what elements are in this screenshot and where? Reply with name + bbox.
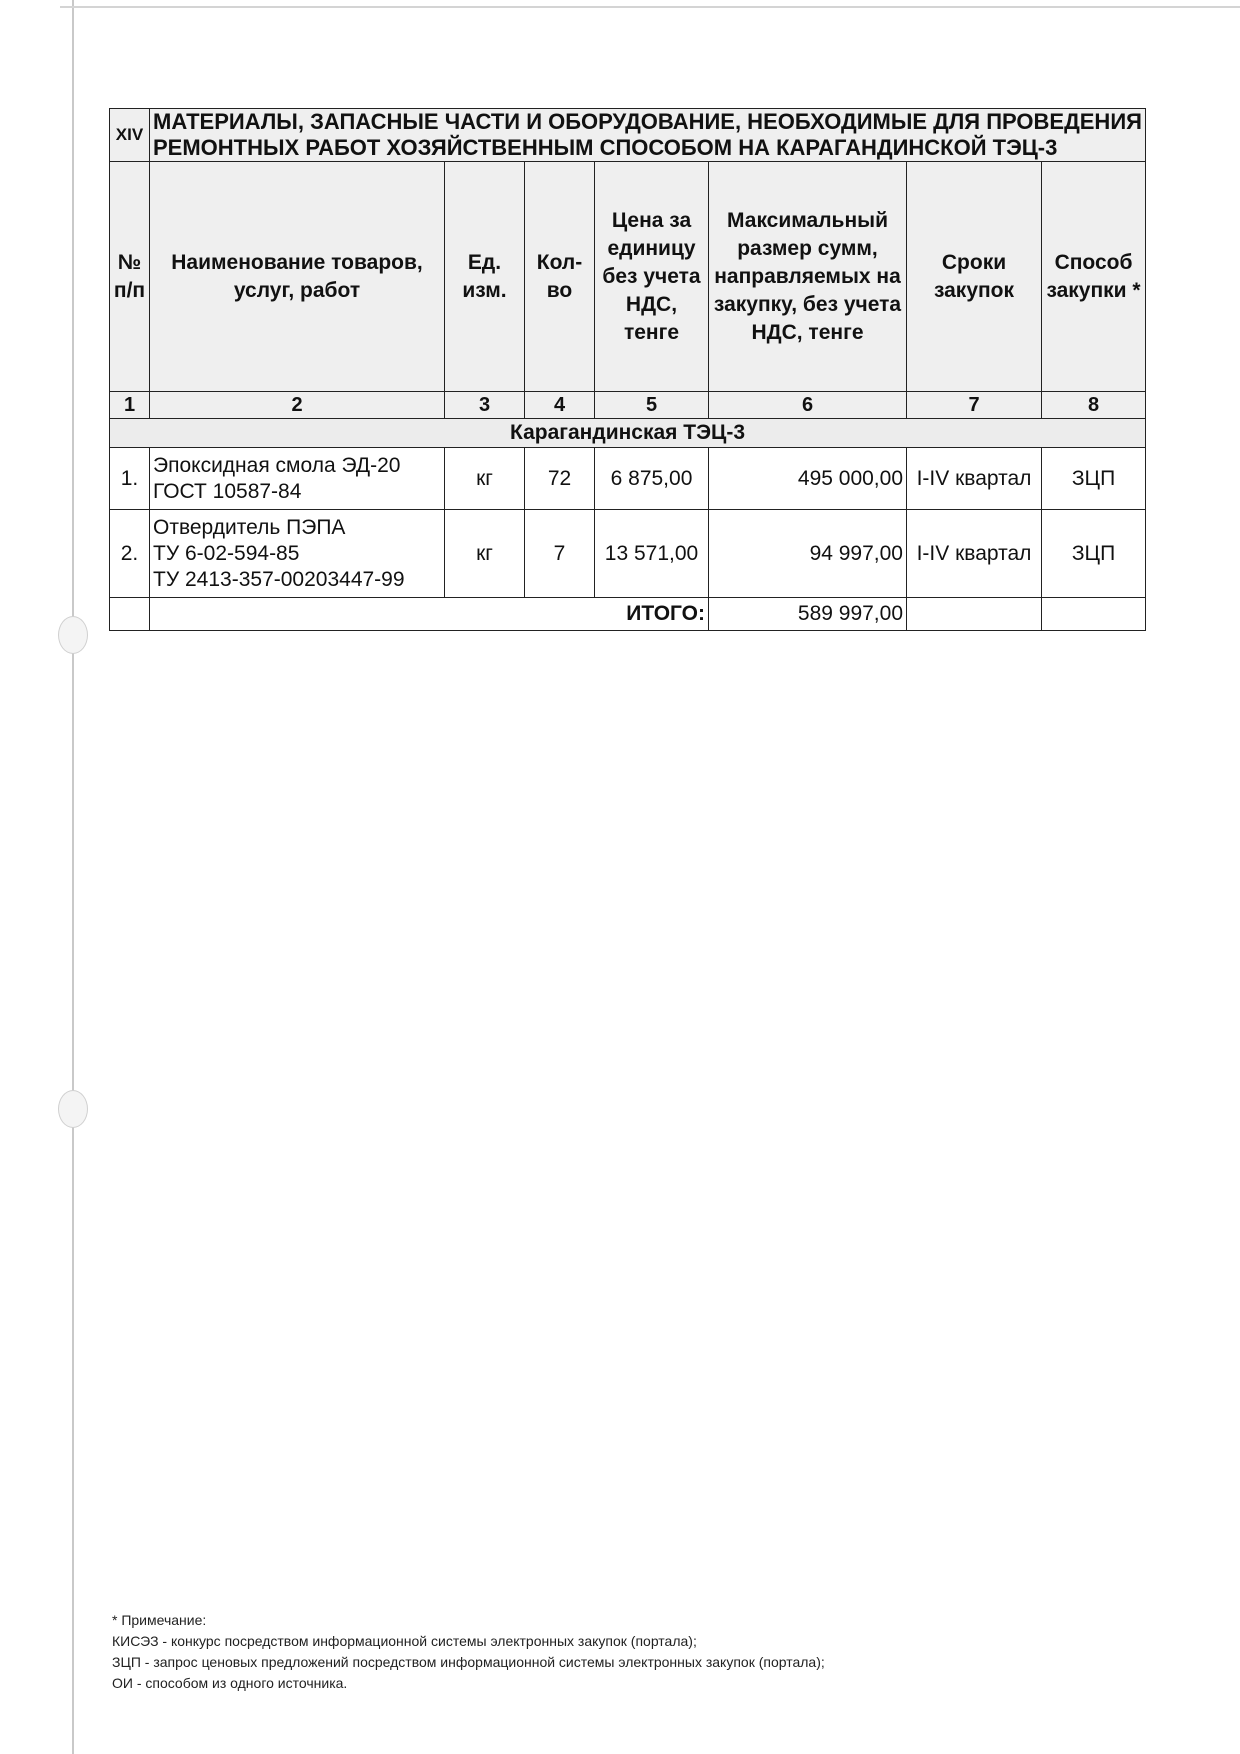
- empty-cell: [1042, 598, 1146, 631]
- group-title: Карагандинская ТЭЦ-3: [110, 419, 1146, 448]
- empty-cell: [110, 598, 150, 631]
- item-unit: кг: [445, 510, 525, 598]
- group-row: [110, 419, 1146, 448]
- section-number: XIV: [110, 109, 150, 162]
- footnote: [112, 1610, 825, 1694]
- total-amount: 589 997,00: [709, 598, 907, 631]
- item-period: I-IV квартал: [907, 510, 1042, 598]
- section-header-row: [110, 109, 1146, 162]
- item-unit: кг: [445, 448, 525, 510]
- item-qty: 7: [525, 510, 595, 598]
- punch-hole: [58, 616, 88, 654]
- item-name-line: Эпоксидная смола ЭД-20: [153, 453, 401, 477]
- table-row: [110, 510, 1146, 598]
- header-number: № п/п: [110, 162, 150, 392]
- item-name-line: ГОСТ 10587-84: [153, 479, 302, 503]
- header-period: Сроки закупок: [907, 162, 1042, 392]
- item-amount: 94 997,00: [709, 510, 907, 598]
- column-number: 6: [709, 392, 907, 419]
- column-number: 1: [110, 392, 150, 419]
- item-period: I-IV квартал: [907, 448, 1042, 510]
- empty-cell: [907, 598, 1042, 631]
- scan-edge-top: [60, 6, 1240, 8]
- item-method: ЗЦП: [1042, 448, 1146, 510]
- footnote-title: * Примечание:: [112, 1612, 207, 1628]
- section-title: МАТЕРИАЛЫ, ЗАПАСНЫЕ ЧАСТИ И ОБОРУДОВАНИЕ, НЕОБХОДИМЫЕ ДЛЯ ПРОВЕДЕНИЯ РЕМОНТНЫХ РАБОТ ХОЗЯЙСТВЕННЫМ СПОСОБОМ НА КАРАГАНДИНСКОЙ ТЭЦ-3: [150, 109, 1146, 162]
- total-row: [110, 598, 1146, 631]
- header-method: Способ закупки *: [1042, 162, 1146, 392]
- item-name: [150, 510, 445, 598]
- footnote-line: ЗЦП - запрос ценовых предложений посредством информационной системы электронных закупок (портала);: [112, 1654, 825, 1670]
- total-label: ИТОГО:: [150, 598, 709, 631]
- item-name: [150, 448, 445, 510]
- item-name-line: ТУ 6-02-594-85: [153, 541, 300, 565]
- item-price: 6 875,00: [595, 448, 709, 510]
- footnote-line: ОИ - способом из одного источника.: [112, 1675, 348, 1691]
- column-number: 7: [907, 392, 1042, 419]
- column-number: 4: [525, 392, 595, 419]
- column-number: 8: [1042, 392, 1146, 419]
- header-amount: Максимальный размер сумм, направляемых на закупку, без учета НДС, тенге: [709, 162, 907, 392]
- punch-hole: [58, 1090, 88, 1128]
- column-number: 5: [595, 392, 709, 419]
- header-name: Наименование товаров, услуг, работ: [150, 162, 445, 392]
- column-header-row: [110, 162, 1146, 392]
- row-number: 1.: [110, 448, 150, 510]
- table-row: [110, 448, 1146, 510]
- item-amount: 495 000,00: [709, 448, 907, 510]
- scan-edge: [72, 0, 74, 1754]
- item-qty: 72: [525, 448, 595, 510]
- header-price: Цена за единицу без учета НДС, тенге: [595, 162, 709, 392]
- item-name-line: Отвердитель ПЭПА: [153, 515, 346, 539]
- column-number-row: [110, 392, 1146, 419]
- column-number: 3: [445, 392, 525, 419]
- item-name-line: ТУ 2413-357-00203447-99: [153, 567, 405, 591]
- item-method: ЗЦП: [1042, 510, 1146, 598]
- header-unit: Ед. изм.: [445, 162, 525, 392]
- column-number: 2: [150, 392, 445, 419]
- item-price: 13 571,00: [595, 510, 709, 598]
- footnote-line: КИСЭЗ - конкурс посредством информационной системы электронных закупок (портала);: [112, 1633, 697, 1649]
- header-qty: Кол-во: [525, 162, 595, 392]
- procurement-table: [109, 108, 1146, 631]
- row-number: 2.: [110, 510, 150, 598]
